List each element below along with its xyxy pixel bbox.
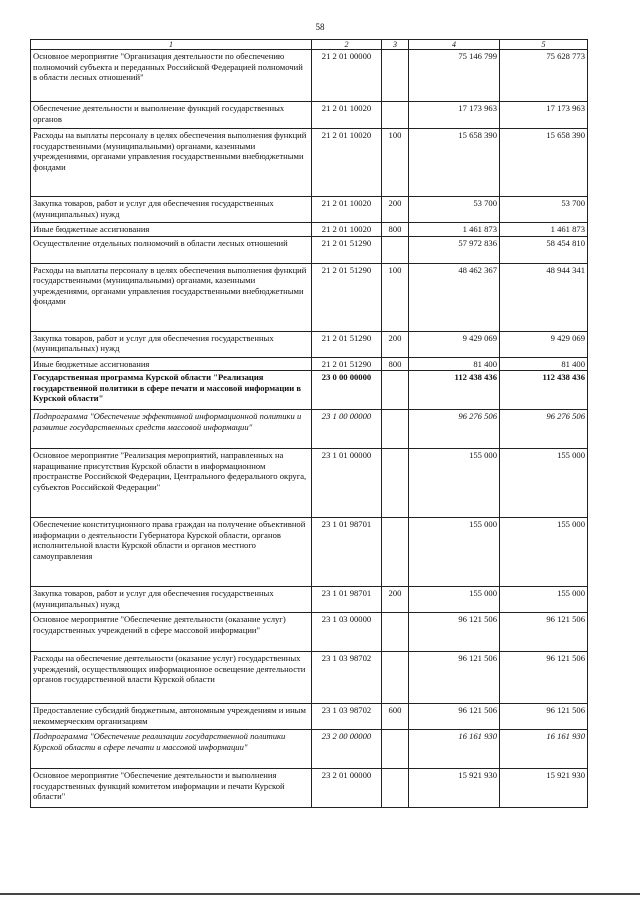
row-name-cell: Расходы на выплаты персоналу в целях обеспечения выполнения функций государственными (муниципальными) органами, казенными учреждениями, органами управления государственными внебюджетными фондами <box>31 263 312 331</box>
row-amount-year2-cell: 112 438 436 <box>500 371 588 410</box>
row-amount-year1-cell: 112 438 436 <box>409 371 500 410</box>
row-expense-type-cell: 600 <box>382 704 409 730</box>
row-amount-year1-cell: 96 121 506 <box>409 613 500 652</box>
row-expense-type-cell <box>382 652 409 704</box>
row-amount-year2-cell: 96 121 506 <box>500 613 588 652</box>
row-expense-type-cell <box>382 410 409 449</box>
row-code-cell: 23 1 03 00000 <box>312 613 382 652</box>
row-expense-type-cell: 800 <box>382 223 409 237</box>
row-amount-year1-cell: 155 000 <box>409 587 500 613</box>
row-name-cell: Иные бюджетные ассигнования <box>31 223 312 237</box>
row-expense-type-cell <box>382 50 409 102</box>
row-name-cell: Обеспечение конституционного права граждан на получение объективной информации о деятельности Губернатора Курской области, органов исполнительной власти Курской области и органов местного самоуправления <box>31 518 312 587</box>
row-name-cell: Подпрограмма "Обеспечение эффективной информационной политики и развитие государственных средств массовой информации" <box>31 410 312 449</box>
row-name-cell: Закупка товаров, работ и услуг для обеспечения государственных (муниципальных) нужд <box>31 587 312 613</box>
table-row <box>31 129 588 197</box>
row-expense-type-cell: 200 <box>382 331 409 357</box>
row-code-cell: 21 2 01 10020 <box>312 197 382 223</box>
row-expense-type-cell <box>382 613 409 652</box>
row-amount-year2-cell: 17 173 963 <box>500 102 588 129</box>
row-name-cell: Расходы на обеспечение деятельности (оказание услуг) государственных учреждений, осуществляющих информационное освещение деятельности органов государственной власти Курской области <box>31 652 312 704</box>
row-expense-type-cell <box>382 449 409 518</box>
row-amount-year1-cell: 15 921 930 <box>409 769 500 808</box>
row-amount-year2-cell: 48 944 341 <box>500 263 588 331</box>
row-code-cell: 23 1 03 98702 <box>312 652 382 704</box>
row-expense-type-cell: 200 <box>382 587 409 613</box>
table-row <box>31 223 588 237</box>
row-amount-year1-cell: 53 700 <box>409 197 500 223</box>
table-row <box>31 102 588 129</box>
row-amount-year2-cell: 155 000 <box>500 518 588 587</box>
row-amount-year1-cell: 48 462 367 <box>409 263 500 331</box>
row-expense-type-cell <box>382 730 409 769</box>
table-row <box>31 331 588 357</box>
table-row <box>31 652 588 704</box>
row-code-cell: 21 2 01 51290 <box>312 331 382 357</box>
row-amount-year2-cell: 53 700 <box>500 197 588 223</box>
row-amount-year1-cell: 155 000 <box>409 518 500 587</box>
table-row <box>31 236 588 263</box>
row-amount-year2-cell: 15 921 930 <box>500 769 588 808</box>
row-expense-type-cell: 200 <box>382 197 409 223</box>
row-name-cell: Закупка товаров, работ и услуг для обеспечения государственных (муниципальных) нужд <box>31 197 312 223</box>
row-amount-year1-cell: 9 429 069 <box>409 331 500 357</box>
row-amount-year1-cell: 15 658 390 <box>409 129 500 197</box>
row-code-cell: 21 2 01 10020 <box>312 102 382 129</box>
row-amount-year1-cell: 1 461 873 <box>409 223 500 237</box>
row-amount-year1-cell: 17 173 963 <box>409 102 500 129</box>
row-amount-year2-cell: 96 121 506 <box>500 652 588 704</box>
header-col-5: 5 <box>500 40 588 50</box>
row-amount-year2-cell: 81 400 <box>500 357 588 371</box>
row-name-cell: Иные бюджетные ассигнования <box>31 357 312 371</box>
row-name-cell: Основное мероприятие "Обеспечение деятельности (оказание услуг) государственных учреждений в сфере массовой информации" <box>31 613 312 652</box>
row-expense-type-cell <box>382 236 409 263</box>
row-code-cell: 23 2 01 00000 <box>312 769 382 808</box>
table-row <box>31 371 588 410</box>
row-amount-year2-cell: 96 121 506 <box>500 704 588 730</box>
row-code-cell: 21 2 01 10020 <box>312 129 382 197</box>
row-amount-year1-cell: 96 276 506 <box>409 410 500 449</box>
row-expense-type-cell <box>382 102 409 129</box>
table-row <box>31 730 588 769</box>
row-code-cell: 23 1 00 00000 <box>312 410 382 449</box>
header-col-1: 1 <box>31 40 312 50</box>
row-name-cell: Основное мероприятие "Организация деятельности по обеспечению полномочий субъекта и переданных Российской Федерацией полномочий в области лесных отношений" <box>31 50 312 102</box>
table-row <box>31 769 588 808</box>
row-expense-type-cell <box>382 371 409 410</box>
row-amount-year1-cell: 75 146 799 <box>409 50 500 102</box>
row-code-cell: 23 1 01 98701 <box>312 587 382 613</box>
row-amount-year2-cell: 9 429 069 <box>500 331 588 357</box>
table-row <box>31 197 588 223</box>
row-name-cell: Расходы на выплаты персоналу в целях обеспечения выполнения функций государственными (муниципальными) органами, казенными учреждениями, органами управления государственными внебюджетными фондами <box>31 129 312 197</box>
table-row <box>31 587 588 613</box>
row-code-cell: 23 1 03 98702 <box>312 704 382 730</box>
row-amount-year1-cell: 16 161 930 <box>409 730 500 769</box>
row-name-cell: Основное мероприятие "Реализация мероприятий, направленных на наращивание присутствия Курской области в информационном пространстве Российской Федерации, Центрального федерального округа, субъектов Российской Федерации" <box>31 449 312 518</box>
row-code-cell: 23 0 00 00000 <box>312 371 382 410</box>
row-amount-year2-cell: 155 000 <box>500 587 588 613</box>
table-row <box>31 263 588 331</box>
row-code-cell: 23 1 01 00000 <box>312 449 382 518</box>
row-code-cell: 21 2 01 51290 <box>312 236 382 263</box>
row-expense-type-cell: 100 <box>382 129 409 197</box>
row-amount-year1-cell: 81 400 <box>409 357 500 371</box>
row-amount-year2-cell: 96 276 506 <box>500 410 588 449</box>
row-expense-type-cell <box>382 769 409 808</box>
row-amount-year1-cell: 96 121 506 <box>409 652 500 704</box>
header-col-4: 4 <box>409 40 500 50</box>
table-body <box>31 50 588 808</box>
row-code-cell: 21 2 01 00000 <box>312 50 382 102</box>
row-amount-year2-cell: 1 461 873 <box>500 223 588 237</box>
row-amount-year2-cell: 16 161 930 <box>500 730 588 769</box>
row-amount-year2-cell: 155 000 <box>500 449 588 518</box>
row-expense-type-cell: 800 <box>382 357 409 371</box>
row-code-cell: 21 2 01 10020 <box>312 223 382 237</box>
row-amount-year1-cell: 155 000 <box>409 449 500 518</box>
row-code-cell: 23 2 00 00000 <box>312 730 382 769</box>
row-name-cell: Осуществление отдельных полномочий в области лесных отношений <box>31 236 312 263</box>
budget-table <box>30 39 588 808</box>
header-col-3: 3 <box>382 40 409 50</box>
row-amount-year2-cell: 75 628 773 <box>500 50 588 102</box>
row-name-cell: Подпрограмма "Обеспечение реализации государственной политики Курской области в сфере печати и массовой информации" <box>31 730 312 769</box>
header-col-2: 2 <box>312 40 382 50</box>
bottom-rule <box>0 893 640 895</box>
table-row <box>31 449 588 518</box>
row-code-cell: 21 2 01 51290 <box>312 263 382 331</box>
row-code-cell: 21 2 01 51290 <box>312 357 382 371</box>
row-amount-year1-cell: 57 972 836 <box>409 236 500 263</box>
row-name-cell: Предоставление субсидий бюджетным, автономным учреждениям и иным некоммерческим организациям <box>31 704 312 730</box>
table-header-row <box>31 40 588 50</box>
page-number: 58 <box>315 22 325 32</box>
row-name-cell: Основное мероприятие "Обеспечение деятельности и выполнения государственных функций комитетом информации и печати Курской области" <box>31 769 312 808</box>
table-row <box>31 357 588 371</box>
row-name-cell: Закупка товаров, работ и услуг для обеспечения государственных (муниципальных) нужд <box>31 331 312 357</box>
row-expense-type-cell <box>382 518 409 587</box>
row-code-cell: 23 1 01 98701 <box>312 518 382 587</box>
row-expense-type-cell: 100 <box>382 263 409 331</box>
row-name-cell: Государственная программа Курской области "Реализация государственной политики в сфере печати и массовой информации в Курской области" <box>31 371 312 410</box>
table-row <box>31 410 588 449</box>
row-amount-year2-cell: 15 658 390 <box>500 129 588 197</box>
table-row <box>31 518 588 587</box>
row-amount-year2-cell: 58 454 810 <box>500 236 588 263</box>
table-row <box>31 50 588 102</box>
table-row <box>31 704 588 730</box>
table-row <box>31 613 588 652</box>
row-name-cell: Обеспечение деятельности и выполнение функций государственных органов <box>31 102 312 129</box>
row-amount-year1-cell: 96 121 506 <box>409 704 500 730</box>
